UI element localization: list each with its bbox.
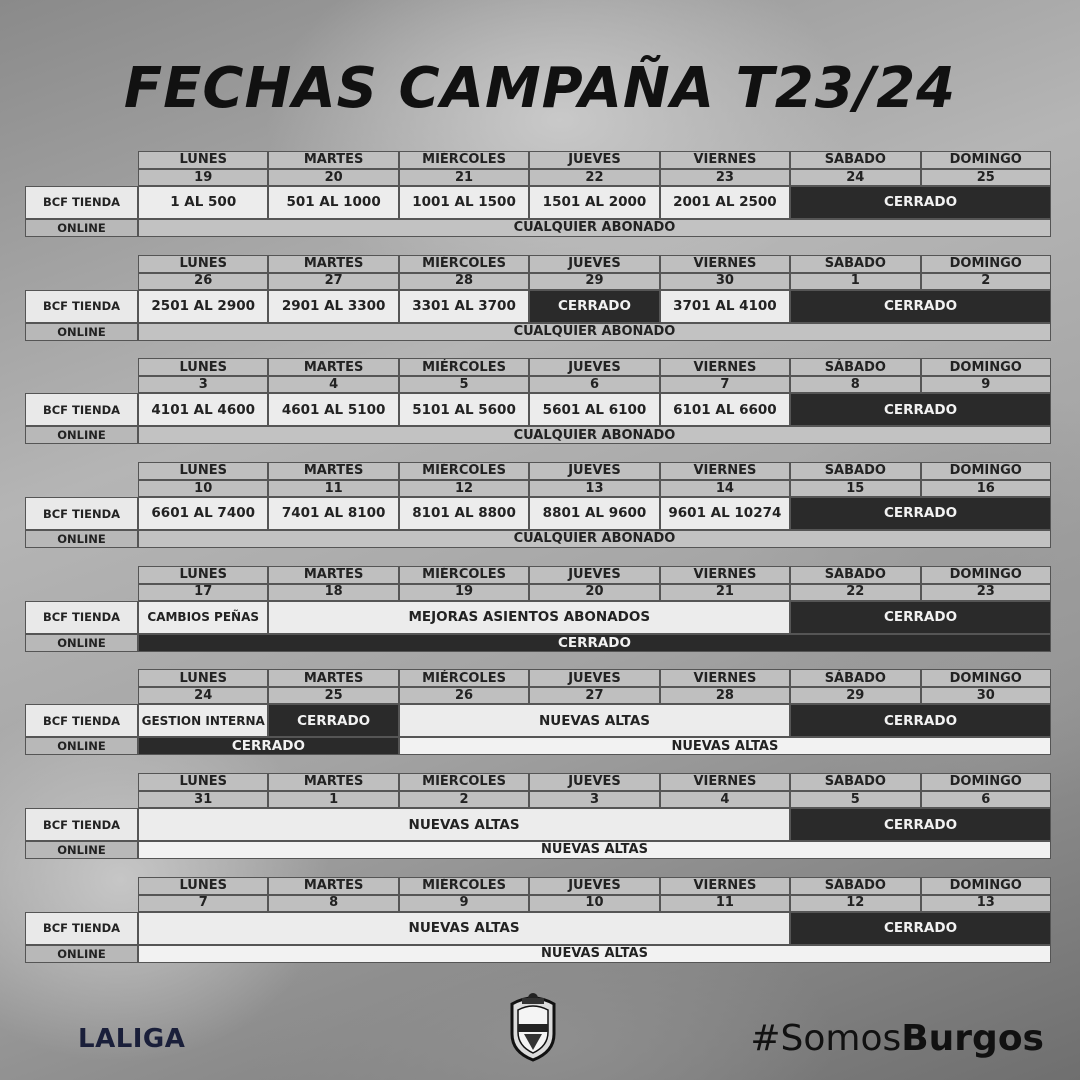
day-name: MARTES <box>268 877 398 895</box>
shop-slot: CERRADO <box>790 704 1051 737</box>
shop-slot: MEJORAS ASIENTOS ABONADOS <box>268 601 790 634</box>
day-number: 22 <box>529 169 659 186</box>
day-name: LUNES <box>138 669 268 687</box>
shop-slot: 2901 AL 3300 <box>268 290 398 323</box>
day-name: DOMINGO <box>921 151 1051 169</box>
day-number: 9 <box>399 895 529 912</box>
day-name: JUEVES <box>529 255 659 273</box>
day-number: 12 <box>399 480 529 497</box>
row-label-online: ONLINE <box>25 634 138 652</box>
day-name: JUEVES <box>529 566 659 584</box>
day-number: 20 <box>529 584 659 601</box>
shop-slot: 8801 AL 9600 <box>529 497 659 530</box>
day-number: 8 <box>790 376 920 393</box>
shop-slot: CERRADO <box>790 393 1051 426</box>
day-name: MARTES <box>268 773 398 791</box>
day-name: VIERNES <box>660 151 790 169</box>
shop-slot: CERRADO <box>790 186 1051 219</box>
online-slot: CUALQUIER ABONADO <box>138 219 1051 237</box>
day-number: 28 <box>399 273 529 290</box>
day-number: 4 <box>660 791 790 808</box>
day-number: 2 <box>921 273 1051 290</box>
day-name: LUNES <box>138 255 268 273</box>
row-label-online: ONLINE <box>25 737 138 755</box>
day-number: 26 <box>399 687 529 704</box>
day-number: 8 <box>268 895 398 912</box>
row-label-online: ONLINE <box>25 841 138 859</box>
day-name: DOMINGO <box>921 358 1051 376</box>
row-label-online: ONLINE <box>25 323 138 341</box>
row-label-shop: BCF TIENDA <box>25 808 138 841</box>
day-number: 1 <box>268 791 398 808</box>
day-number: 25 <box>921 169 1051 186</box>
day-number: 1 <box>790 273 920 290</box>
day-number: 6 <box>921 791 1051 808</box>
day-number: 12 <box>790 895 920 912</box>
day-name: MARTES <box>268 462 398 480</box>
day-name: MIÉRCOLES <box>399 358 529 376</box>
day-number: 23 <box>660 169 790 186</box>
week-block <box>25 462 1051 548</box>
day-number: 17 <box>138 584 268 601</box>
online-slot: NUEVAS ALTAS <box>399 737 1051 755</box>
online-slot: NUEVAS ALTAS <box>138 841 1051 859</box>
day-number: 26 <box>138 273 268 290</box>
day-number: 21 <box>660 584 790 601</box>
day-name: MIÉRCOLES <box>399 151 529 169</box>
shop-slot: CERRADO <box>268 704 398 737</box>
day-name: MARTES <box>268 358 398 376</box>
day-number: 3 <box>529 791 659 808</box>
day-name: VIERNES <box>660 773 790 791</box>
day-name: MIÉRCOLES <box>399 877 529 895</box>
day-name: LUNES <box>138 462 268 480</box>
day-number: 5 <box>790 791 920 808</box>
day-name: LUNES <box>138 358 268 376</box>
day-number: 19 <box>138 169 268 186</box>
online-slot: CUALQUIER ABONADO <box>138 323 1051 341</box>
shop-slot: NUEVAS ALTAS <box>399 704 790 737</box>
day-name: SÁBADO <box>790 669 920 687</box>
day-name: VIERNES <box>660 669 790 687</box>
shop-slot: 9601 AL 10274 <box>660 497 790 530</box>
shop-slot: 3301 AL 3700 <box>399 290 529 323</box>
day-name: DOMINGO <box>921 255 1051 273</box>
week-block <box>25 877 1051 963</box>
day-number: 10 <box>529 895 659 912</box>
day-number: 30 <box>660 273 790 290</box>
day-number: 13 <box>529 480 659 497</box>
row-label-shop: BCF TIENDA <box>25 393 138 426</box>
shop-slot: 8101 AL 8800 <box>399 497 529 530</box>
day-number: 27 <box>268 273 398 290</box>
day-name: VIERNES <box>660 255 790 273</box>
day-name: SÁBADO <box>790 773 920 791</box>
row-label-shop: BCF TIENDA <box>25 912 138 945</box>
day-name: JUEVES <box>529 462 659 480</box>
day-name: MARTES <box>268 151 398 169</box>
day-number: 7 <box>660 376 790 393</box>
day-number: 25 <box>268 687 398 704</box>
schedule-table <box>25 151 1051 981</box>
day-name: SÁBADO <box>790 151 920 169</box>
day-number: 22 <box>790 584 920 601</box>
week-block <box>25 669 1051 755</box>
day-number: 20 <box>268 169 398 186</box>
shop-slot: CAMBIOS PEÑAS <box>138 601 268 634</box>
day-name: SÁBADO <box>790 462 920 480</box>
online-slot: CUALQUIER ABONADO <box>138 530 1051 548</box>
day-name: JUEVES <box>529 358 659 376</box>
day-name: SÁBADO <box>790 358 920 376</box>
day-name: JUEVES <box>529 151 659 169</box>
day-number: 27 <box>529 687 659 704</box>
shop-slot: 6601 AL 7400 <box>138 497 268 530</box>
day-number: 23 <box>921 584 1051 601</box>
online-slot: CERRADO <box>138 737 399 755</box>
shop-slot: 3701 AL 4100 <box>660 290 790 323</box>
shop-slot: 5601 AL 6100 <box>529 393 659 426</box>
row-label-online: ONLINE <box>25 426 138 444</box>
day-name: LUNES <box>138 151 268 169</box>
day-number: 13 <box>921 895 1051 912</box>
hashtag-bold: Burgos <box>901 1018 1044 1059</box>
day-number: 3 <box>138 376 268 393</box>
shop-slot: 5101 AL 5600 <box>399 393 529 426</box>
day-name: DOMINGO <box>921 566 1051 584</box>
laliga-logo: LALIGA <box>78 1024 186 1054</box>
online-slot: CUALQUIER ABONADO <box>138 426 1051 444</box>
day-number: 18 <box>268 584 398 601</box>
week-block <box>25 773 1051 859</box>
day-name: VIERNES <box>660 877 790 895</box>
row-label-online: ONLINE <box>25 945 138 963</box>
row-label-shop: BCF TIENDA <box>25 601 138 634</box>
shop-slot: 1001 AL 1500 <box>399 186 529 219</box>
day-name: DOMINGO <box>921 462 1051 480</box>
day-number: 29 <box>529 273 659 290</box>
row-label-shop: BCF TIENDA <box>25 290 138 323</box>
day-name: JUEVES <box>529 773 659 791</box>
shop-slot: 501 AL 1000 <box>268 186 398 219</box>
day-name: LUNES <box>138 566 268 584</box>
day-number: 24 <box>790 169 920 186</box>
club-crest-icon <box>504 990 562 1062</box>
day-name: MIÉRCOLES <box>399 462 529 480</box>
shop-slot: 4601 AL 5100 <box>268 393 398 426</box>
week-block <box>25 151 1051 237</box>
row-label-shop: BCF TIENDA <box>25 497 138 530</box>
shop-slot: 7401 AL 8100 <box>268 497 398 530</box>
week-block <box>25 255 1051 341</box>
day-number: 9 <box>921 376 1051 393</box>
shop-slot: NUEVAS ALTAS <box>138 808 790 841</box>
hashtag <box>750 1018 1044 1059</box>
day-name: DOMINGO <box>921 877 1051 895</box>
day-name: VIERNES <box>660 358 790 376</box>
day-name: MIÉRCOLES <box>399 773 529 791</box>
online-slot: CERRADO <box>138 634 1051 652</box>
day-name: JUEVES <box>529 669 659 687</box>
day-name: LUNES <box>138 773 268 791</box>
hashtag-prefix: #Somos <box>750 1018 902 1059</box>
day-number: 24 <box>138 687 268 704</box>
day-name: MARTES <box>268 255 398 273</box>
day-name: DOMINGO <box>921 773 1051 791</box>
shop-slot: GESTION INTERNA <box>138 704 268 737</box>
row-label-shop: BCF TIENDA <box>25 186 138 219</box>
row-label-online: ONLINE <box>25 219 138 237</box>
row-label-online: ONLINE <box>25 530 138 548</box>
day-name: VIERNES <box>660 566 790 584</box>
day-number: 4 <box>268 376 398 393</box>
online-slot: NUEVAS ALTAS <box>138 945 1051 963</box>
shop-slot: CERRADO <box>790 601 1051 634</box>
day-name: MARTES <box>268 566 398 584</box>
day-name: DOMINGO <box>921 669 1051 687</box>
day-name: VIERNES <box>660 462 790 480</box>
day-number: 5 <box>399 376 529 393</box>
day-number: 2 <box>399 791 529 808</box>
day-number: 6 <box>529 376 659 393</box>
day-number: 30 <box>921 687 1051 704</box>
shop-slot: 6101 AL 6600 <box>660 393 790 426</box>
day-number: 19 <box>399 584 529 601</box>
shop-slot: 1 AL 500 <box>138 186 268 219</box>
shop-slot: NUEVAS ALTAS <box>138 912 790 945</box>
shop-slot: 2501 AL 2900 <box>138 290 268 323</box>
row-label-shop: BCF TIENDA <box>25 704 138 737</box>
week-block <box>25 566 1051 652</box>
day-number: 28 <box>660 687 790 704</box>
day-name: SÁBADO <box>790 566 920 584</box>
day-number: 11 <box>660 895 790 912</box>
shop-slot: CERRADO <box>790 912 1051 945</box>
day-name: SÁBADO <box>790 877 920 895</box>
shop-slot: CERRADO <box>529 290 659 323</box>
shop-slot: 4101 AL 4600 <box>138 393 268 426</box>
day-number: 16 <box>921 480 1051 497</box>
day-number: 29 <box>790 687 920 704</box>
day-number: 31 <box>138 791 268 808</box>
day-name: LUNES <box>138 877 268 895</box>
shop-slot: CERRADO <box>790 290 1051 323</box>
day-name: SÁBADO <box>790 255 920 273</box>
day-number: 11 <box>268 480 398 497</box>
day-name: MIÉRCOLES <box>399 566 529 584</box>
day-name: MIÉRCOLES <box>399 255 529 273</box>
page-title: FECHAS CAMPAÑA T23/24 <box>123 56 957 121</box>
day-number: 10 <box>138 480 268 497</box>
shop-slot: CERRADO <box>790 808 1051 841</box>
day-number: 7 <box>138 895 268 912</box>
day-number: 14 <box>660 480 790 497</box>
day-name: JUEVES <box>529 877 659 895</box>
day-name: MIÉRCOLES <box>399 669 529 687</box>
day-number: 15 <box>790 480 920 497</box>
shop-slot: 1501 AL 2000 <box>529 186 659 219</box>
shop-slot: 2001 AL 2500 <box>660 186 790 219</box>
week-block <box>25 358 1051 444</box>
shop-slot: CERRADO <box>790 497 1051 530</box>
day-number: 21 <box>399 169 529 186</box>
day-name: MARTES <box>268 669 398 687</box>
